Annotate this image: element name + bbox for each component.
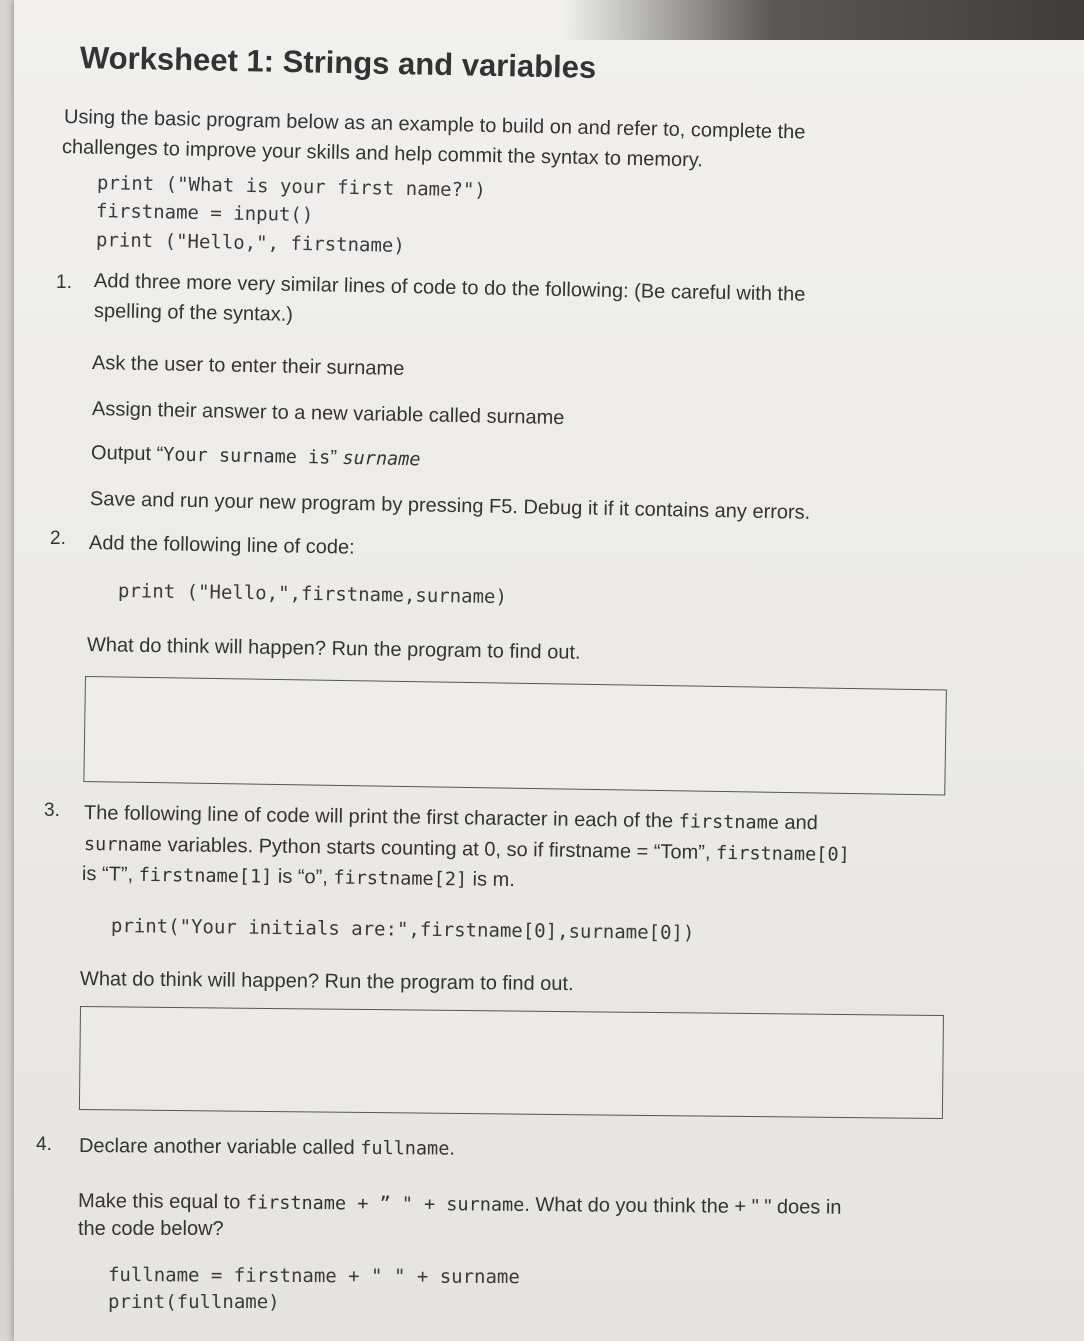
question-2-code: print ("Hello,",firstname,surname) <box>117 580 508 609</box>
q3-line3-text-b: is “o”, <box>272 865 334 889</box>
task-3-mid: ” <box>330 446 343 469</box>
question-1-line-2: spelling of the syntax.) <box>93 300 294 326</box>
example-code-line-1: print ("What is your first name?") <box>96 172 487 202</box>
question-1-task-1: Ask the user to enter their surname <box>91 352 405 380</box>
question-1-line-1: Add three more very similar lines of code to do the following: (Be careful with the <box>93 270 806 306</box>
question-1-task-2: Assign their answer to a new variable called surname <box>91 398 565 430</box>
question-3-line-3 <box>82 859 515 896</box>
question-3-code: print("Your initials are:",firstname[0],surname[0]) <box>110 915 695 945</box>
q4-line1-text-b: . <box>449 1137 456 1160</box>
q4-line2-code: firstname + ” " + surname <box>245 1192 525 1216</box>
q3-line1-text-b: and <box>778 811 819 835</box>
question-3-number: 3. <box>44 800 60 821</box>
q3-line3-code-1: firstname[1] <box>138 864 273 888</box>
photo-background-corner <box>564 0 1084 40</box>
question-4-line-3: the code below? <box>78 1218 224 1240</box>
q3-line3-text-a: is “T”, <box>81 863 139 886</box>
intro-line-1: Using the basic program below as an example to build on and refer to, complete the <box>63 106 806 144</box>
q4-line2-text-b: . What do you think the + " " does in <box>524 1193 842 1219</box>
question-2-answer-box[interactable] <box>83 676 947 796</box>
q3-line1-text-a: The following line of code will print the first character in each of the <box>83 802 679 833</box>
q3-line3-code-2: firstname[2] <box>333 867 468 891</box>
q3-line2-code: surname <box>83 834 163 857</box>
q3-line2-text: variables. Python starts counting at 0, so if firstname = “Tom”, <box>161 834 717 864</box>
worksheet-page <box>14 0 1084 1341</box>
question-4-code-line-1: fullname = firstname + " " + surname <box>107 1264 520 1289</box>
q3-line2-code-2: firstname[0] <box>715 842 850 866</box>
question-1-task-4: Save and run your new program by pressing F5. Debug it if it contains any errors. <box>89 488 811 524</box>
task-3-prefix: Output “ <box>90 442 164 466</box>
question-3-answer-box[interactable] <box>79 1006 944 1119</box>
question-4-number: 4. <box>36 1134 52 1155</box>
example-code-line-2: firstname = input() <box>95 200 314 227</box>
q4-line2-text-a: Make this equal to <box>77 1190 246 1214</box>
worksheet-title: Worksheet 1: Strings and variables <box>79 40 597 85</box>
q4-line1-code: fullname <box>360 1137 450 1160</box>
question-1-task-3 <box>91 438 421 475</box>
example-code-line-3: print ("Hello,", firstname) <box>95 229 406 257</box>
question-2-question: What do think will happen? Run the program to find out. <box>86 634 581 664</box>
task-3-variable: surname <box>342 447 421 471</box>
task-3-code: Your surname is <box>163 444 331 469</box>
question-2-text: Add the following line of code: <box>88 532 355 559</box>
q3-line1-code: firstname <box>678 811 780 834</box>
intro-line-2: challenges to improve your skills and help commit the syntax to memory. <box>61 136 704 172</box>
q4-line1-text-a: Declare another variable called <box>78 1135 361 1159</box>
question-3-question: What do think will happen? Run the program to find out. <box>79 968 574 996</box>
q3-line3-text-c: is m. <box>466 868 515 892</box>
question-1-number: 1. <box>56 272 72 293</box>
question-4-line-1 <box>79 1131 455 1165</box>
question-2-number: 2. <box>50 528 66 549</box>
question-4-code-line-2: print(fullname) <box>108 1291 280 1313</box>
